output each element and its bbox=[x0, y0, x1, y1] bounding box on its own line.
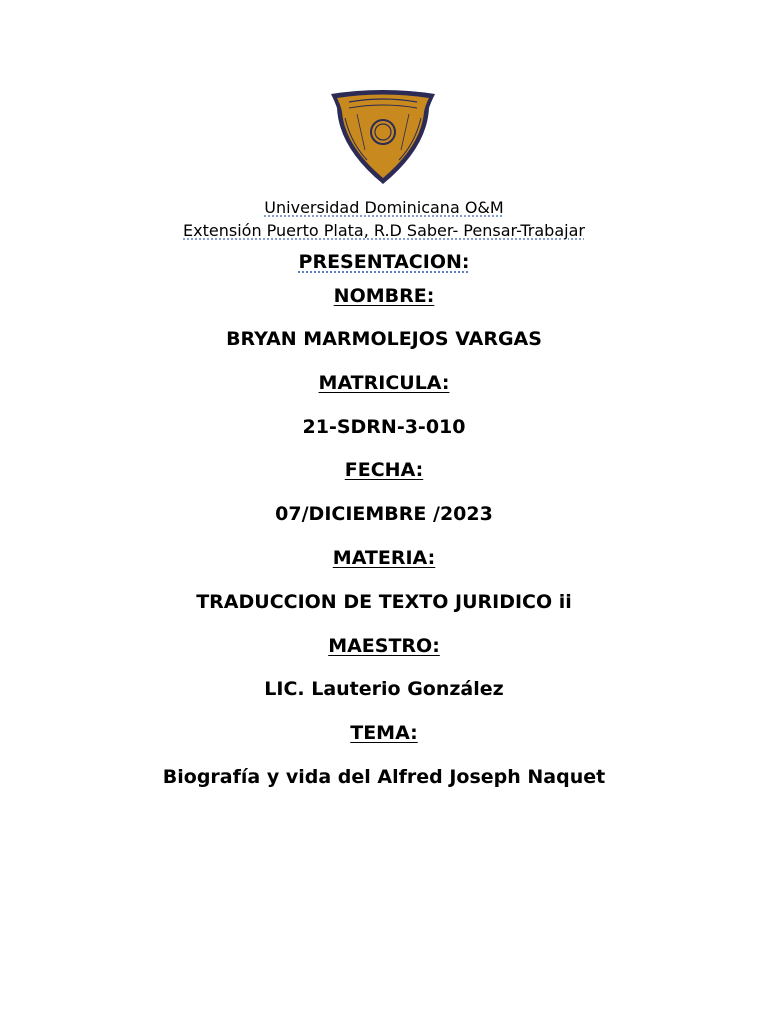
materia-label: MATERIA: bbox=[332, 547, 436, 569]
materia-value: TRADUCCION DE TEXTO JURIDICO ii bbox=[196, 591, 572, 613]
maestro-label: MAESTRO: bbox=[328, 635, 440, 657]
tema-label: TEMA: bbox=[350, 722, 418, 744]
matricula-label: MATRICULA: bbox=[318, 372, 450, 394]
presentation-heading: PRESENTACION: bbox=[298, 251, 470, 273]
nombre-label: NOMBRE: bbox=[333, 285, 435, 307]
university-name: Universidad Dominicana O&M bbox=[264, 198, 504, 217]
maestro-value: LIC. Lauterio González bbox=[264, 678, 504, 700]
university-extension: Extensión Puerto Plata, R.D Saber- Pensar-Trabajar bbox=[183, 221, 585, 240]
fecha-label: FECHA: bbox=[344, 459, 424, 481]
nombre-value: BRYAN MARMOLEJOS VARGAS bbox=[226, 328, 542, 350]
fecha-value: 07/DICIEMBRE /2023 bbox=[275, 503, 493, 525]
university-crest-logo bbox=[327, 88, 439, 186]
matricula-value: 21-SDRN-3-010 bbox=[302, 416, 466, 438]
tema-value: Biografía y vida del Alfred Joseph Naquet bbox=[162, 766, 606, 788]
